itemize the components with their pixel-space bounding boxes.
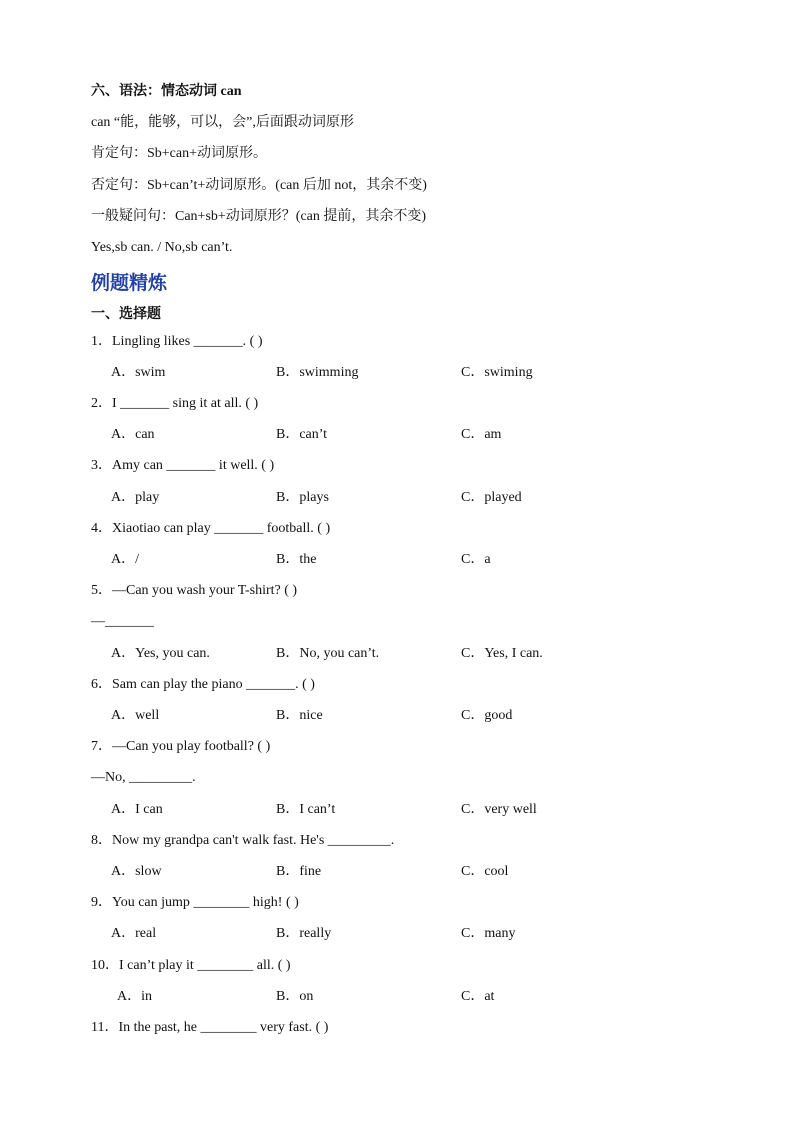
- option-b[interactable]: B．really: [276, 926, 332, 941]
- grammar-line-answers: Yes,sb can. / No,sb can’t.: [91, 240, 233, 255]
- question-stem: 5．—Can you wash your T-shirt? ( ): [91, 583, 298, 598]
- option-a[interactable]: A．Yes, you can.: [111, 646, 210, 661]
- option-b[interactable]: B．No, you can’t.: [276, 646, 380, 661]
- question-stem: 11．In the past, he ________ very fast. ( ): [91, 1020, 329, 1035]
- answer-line: —No, _________.: [91, 770, 196, 785]
- section-heading: 例题精炼: [91, 272, 168, 294]
- option-a[interactable]: A．swim: [111, 365, 166, 380]
- grammar-line-meaning: can “能，能够，可以，会”,后面跟动词原形: [91, 115, 354, 130]
- answer-line: —_______: [91, 614, 154, 629]
- option-c[interactable]: C．am: [461, 427, 502, 442]
- question-stem: 8．Now my grandpa can't walk fast. He's _________.: [91, 833, 395, 848]
- option-b[interactable]: B．the: [276, 552, 317, 567]
- option-c[interactable]: C．a: [461, 552, 491, 567]
- grammar-line-affirmative: 肯定句：Sb+can+动词原形。: [91, 146, 268, 161]
- option-c[interactable]: C．swiming: [461, 365, 533, 380]
- question-stem: 10．I can’t play it ________ all. ( ): [91, 958, 291, 973]
- question-stem: 1．Lingling likes _______. ( ): [91, 334, 263, 349]
- question-stem: 7．—Can you play football? ( ): [91, 739, 271, 754]
- grammar-title: 六、语法：情态动词 can: [91, 84, 242, 99]
- subheading-multiple-choice: 一、选择题: [91, 307, 161, 322]
- grammar-line-question: 一般疑问句：Can+sb+动词原形？(can 提前，其余不变): [91, 209, 427, 224]
- grammar-line-negative: 否定句：Sb+can’t+动词原形。(can 后加 not，其余不变): [91, 178, 427, 193]
- option-b[interactable]: B．I can’t: [276, 802, 336, 817]
- option-c[interactable]: C．very well: [461, 802, 537, 817]
- option-b[interactable]: B．nice: [276, 708, 323, 723]
- question-stem: 4．Xiaotiao can play _______ football. ( ): [91, 521, 331, 536]
- option-a[interactable]: A．in: [117, 989, 152, 1004]
- option-c[interactable]: C．at: [461, 989, 495, 1004]
- option-a[interactable]: A．/: [111, 552, 139, 567]
- option-a[interactable]: A．real: [111, 926, 157, 941]
- option-c[interactable]: C．Yes, I can.: [461, 646, 543, 661]
- option-b[interactable]: B．plays: [276, 490, 329, 505]
- option-a[interactable]: A．slow: [111, 864, 162, 879]
- option-b[interactable]: B．can’t: [276, 427, 328, 442]
- option-c[interactable]: C．many: [461, 926, 516, 941]
- option-a[interactable]: A．play: [111, 490, 160, 505]
- question-stem: 9．You can jump ________ high! ( ): [91, 895, 299, 910]
- option-c[interactable]: C．played: [461, 490, 522, 505]
- option-a[interactable]: A．I can: [111, 802, 163, 817]
- question-stem: 2．I _______ sing it at all. ( ): [91, 396, 259, 411]
- option-a[interactable]: A．well: [111, 708, 160, 723]
- option-c[interactable]: C．cool: [461, 864, 509, 879]
- question-stem: 3．Amy can _______ it well. ( ): [91, 458, 275, 473]
- question-stem: 6．Sam can play the piano _______. ( ): [91, 677, 315, 692]
- option-a[interactable]: A．can: [111, 427, 155, 442]
- option-c[interactable]: C．good: [461, 708, 513, 723]
- option-b[interactable]: B．swimming: [276, 365, 359, 380]
- option-b[interactable]: B．fine: [276, 864, 322, 879]
- option-b[interactable]: B．on: [276, 989, 314, 1004]
